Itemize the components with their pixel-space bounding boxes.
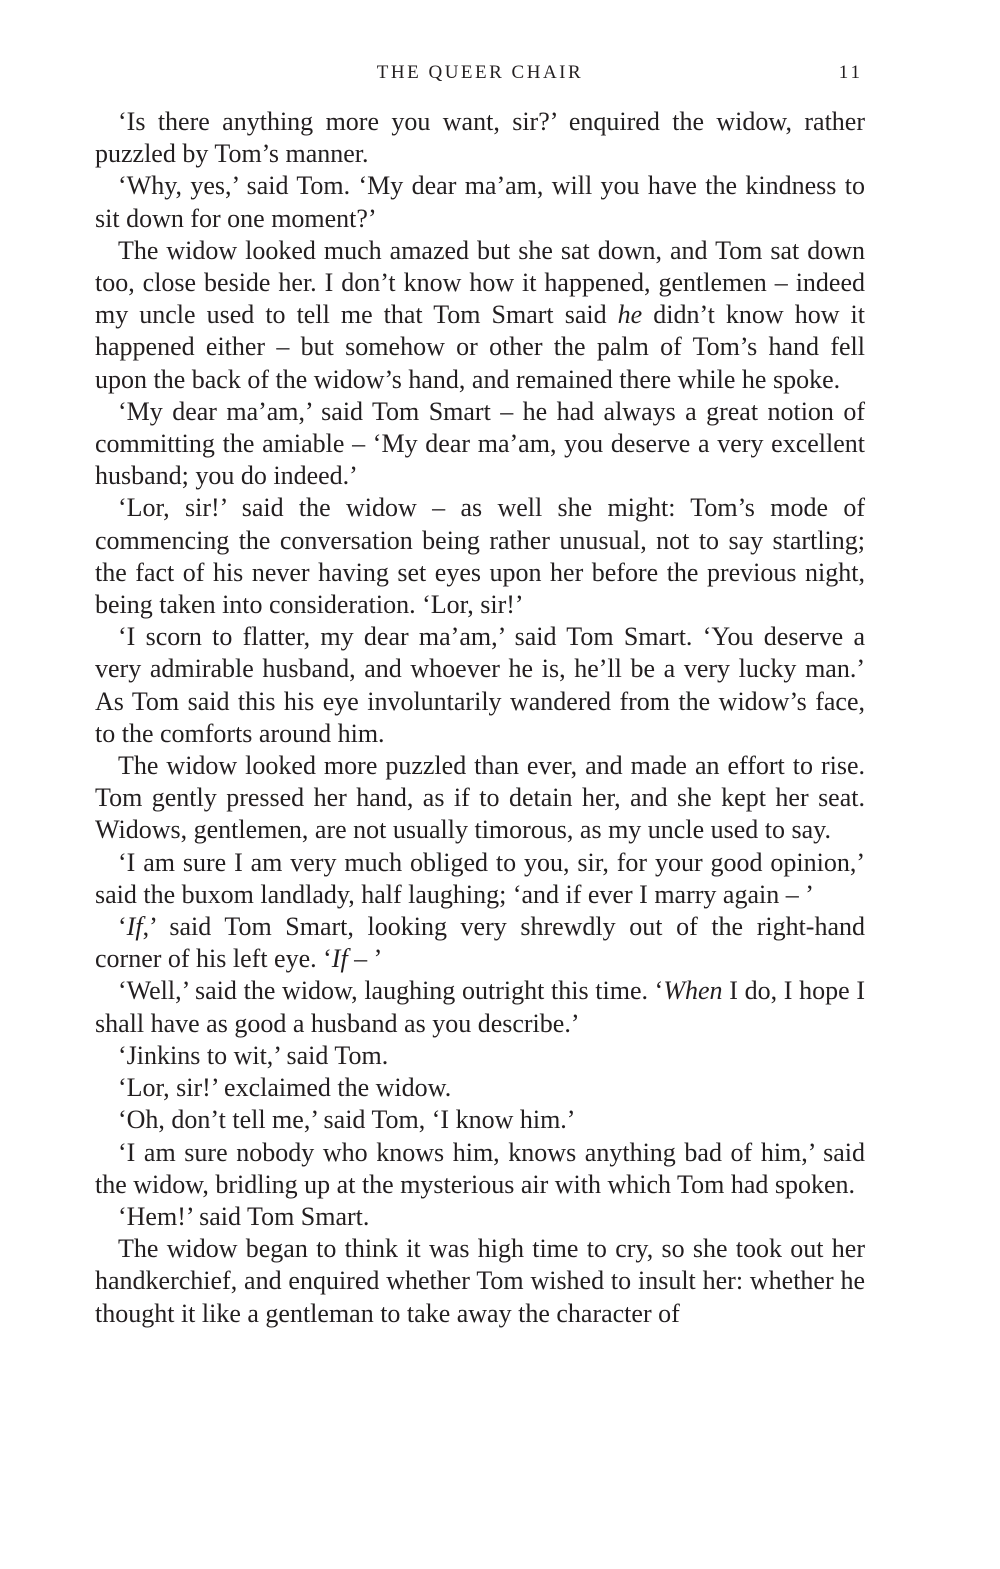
text-run: ‘Jinkins to wit,’ said Tom. [118,1040,389,1070]
paragraph [95,1233,865,1330]
page-number: 11 [838,62,863,83]
paragraph [95,847,865,911]
text-run: ‘ [118,912,127,942]
text-run: ‘Well,’ said the widow, laughing outright this time. ‘ [118,976,664,1006]
text-run: ,’ said Tom Smart, looking very shrewdly out of the right-hand corner of his left eye. ‘ [95,912,865,974]
paragraph [95,396,865,493]
text-run: ‘Hem!’ said Tom Smart. [118,1201,370,1231]
text-run: ‘Oh, don’t tell me,’ said Tom, ‘I know him.’ [118,1105,576,1135]
paragraph [95,1201,865,1233]
paragraph [95,1040,865,1072]
text-run: – ’ [347,944,383,974]
text-run: ‘Why, yes,’ said Tom. ‘My dear ma’am, will you have the kindness to sit down for one moment?’ [95,171,865,233]
text-run: ‘Lor, sir!’ said the widow – as well she might: Tom’s mode of commencing the conversation being rather unusual, not to say startling; the fact of his never having set eyes upon her before the previous night, being taken into consideration. ‘Lor, sir!’ [95,493,865,620]
italic-text: If [331,944,348,974]
text-run: ‘I am sure nobody who knows him, knows anything bad of him,’ said the widow, bridling up at the mysterious air with which Tom had spoken. [95,1137,865,1199]
italic-text: If [126,912,143,942]
paragraph [95,106,865,170]
text-run: The widow looked more puzzled than ever, and made an effort to rise. Tom gently pressed her hand, as if to detain her, and she kept her seat. Widows, gentlemen, are not usually timorous, as my uncle used to say. [95,751,865,845]
paragraph [95,1104,865,1136]
paragraph [95,621,865,750]
italic-text: When [663,976,723,1006]
text-run: I do, I hope I shall have as good a husband as you describe.’ [95,976,865,1038]
paragraph [95,170,865,234]
text-run: ‘Lor, sir!’ exclaimed the widow. [118,1073,452,1103]
italic-text: he [617,300,643,330]
text-run: ‘Is there anything more you want, sir?’ enquired the widow, rather puzzled by Tom’s manner. [95,107,865,169]
text-run: didn’t know how it happened either – but somehow or other the palm of Tom’s hand fell upon the back of the widow’s hand, and remained there while he spoke. [95,300,865,394]
text-run: The widow began to think it was high time to cry, so she took out her handkerchief, and enquired whether Tom wished to insult her: whether he thought it like a gentleman to take away the character of [95,1234,865,1328]
paragraph [95,492,865,621]
paragraph [95,750,865,847]
text-run: ‘My dear ma’am,’ said Tom Smart – he had always a great notion of committing the amiable – ‘My dear ma’am, you deserve a very excellent husband; you do indeed.’ [95,396,865,491]
text-run: The widow looked much amazed but she sat down, and Tom sat down too, close beside her. I don’t know how it happened, gentlemen – indeed my uncle used to tell me that Tom Smart said [95,235,865,330]
text-run: ‘I scorn to flatter, my dear ma’am,’ said Tom Smart. ‘You deserve a very admirable husband, and whoever he is, he’ll be a very lucky man.’ As Tom said this his eye involuntarily wandered from the widow’s face, to the comforts around him. [95,622,865,748]
paragraph [95,911,865,975]
paragraph [95,1137,865,1201]
text-run: ‘I am sure I am very much obliged to you, sir, for your good opinion,’ said the buxom landlady, half laughing; ‘and if ever I marry again – ’ [95,847,865,909]
running-title: THE QUEER CHAIR [376,62,584,83]
running-head [95,58,865,88]
book-page [95,58,865,1330]
paragraph [95,1072,865,1104]
paragraph [95,975,865,1039]
paragraph [95,235,865,396]
body-text [95,106,865,1330]
